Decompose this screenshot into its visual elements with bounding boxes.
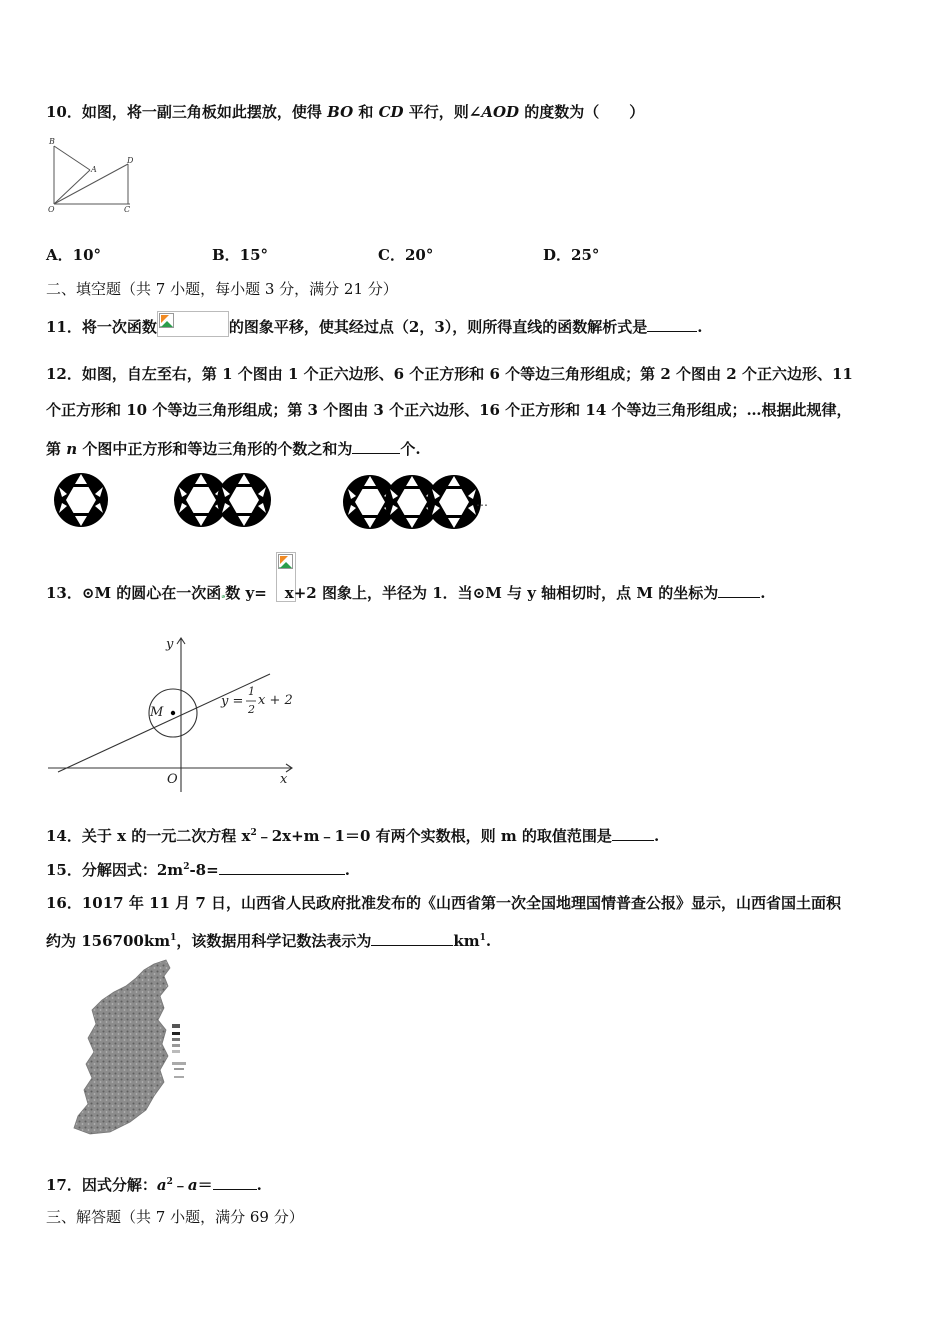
q10-aod: AOD xyxy=(481,103,520,121)
q17-sup: 2 xyxy=(166,1177,173,1187)
label-o: O xyxy=(48,205,55,214)
broken-image-icon xyxy=(157,311,229,337)
q17-period: . xyxy=(256,1176,262,1194)
q12-line-2: 个正方形和 10 个等边三角形组成；第 3 个图由 3 个正六边形、16 个正方形和 14 个等边三角形组成；…根据此规律， xyxy=(46,401,852,419)
pattern-1 xyxy=(54,473,108,527)
shanxi-map-image xyxy=(66,958,196,1140)
equation-denominator: 2 xyxy=(248,703,255,716)
pattern-3 xyxy=(343,475,481,529)
q14-period: . xyxy=(653,827,660,845)
q10-text: 平行，则∠ xyxy=(403,103,482,121)
point-m xyxy=(171,711,175,715)
q12-text: 个. xyxy=(400,440,421,458)
q12-text: 个图中正方形和等边三角形的个数之和为 xyxy=(77,440,353,458)
q11-text: 11．将一次函数 xyxy=(46,318,157,336)
label-y: y xyxy=(166,637,174,652)
q15-stem xyxy=(46,857,350,880)
q16-text: 约为 156700km xyxy=(46,932,171,950)
q14-text: 14．关于 x 的一元二次方程 x xyxy=(46,827,251,845)
q16-text: ，该数据用科学记数法表示为 xyxy=(176,932,372,950)
q10-triangle-figure xyxy=(44,134,144,214)
q13-answer-blank xyxy=(718,582,760,598)
q16-text: km xyxy=(453,932,480,950)
q12-n: n xyxy=(66,440,78,458)
q16-period: . xyxy=(485,932,492,950)
pattern-ellipsis: … xyxy=(476,495,488,509)
q14-text: ﹣2x+m﹣1＝0 有两个实数根，则 m 的取值范围是 xyxy=(256,827,612,845)
q14-sup: 2 xyxy=(250,828,257,838)
q17-text: ＝ xyxy=(197,1176,213,1194)
q10-text: 如图，将一副三角板如此摆放，使得 xyxy=(81,103,328,121)
q16-answer-blank xyxy=(371,930,453,946)
q16-line-1: 16．1017 年 11 月 7 日，山西省人民政府批准发布的《山西省第一次全国地理国情普查公报》显示，山西省国土面积 xyxy=(46,894,842,912)
q13-text: 数 y= xyxy=(225,584,267,602)
q12-line-1: 12．如图，自左至右，第 1 个图由 1 个正六边形、6 个正方形和 6 个等边三角形组成；第 2 个图由 2 个正六边形、11 xyxy=(46,365,853,383)
q10-text: 的度数为（ ） xyxy=(519,103,645,121)
label-c: C xyxy=(124,205,131,214)
q11-answer-blank xyxy=(647,316,697,332)
q10-cd: CD xyxy=(378,103,404,121)
q15-sup: 2 xyxy=(183,862,190,872)
label-b: B xyxy=(49,137,55,146)
q17-text: ﹣ xyxy=(172,1176,188,1194)
q10-option-b: B．15° xyxy=(212,246,269,264)
equation-rest: x + 2 xyxy=(258,693,293,708)
q15-period: . xyxy=(344,861,350,879)
section-2-heading: 二、填空题（共 7 小题，每小题 3 分，满分 21 分） xyxy=(46,280,398,298)
q14-answer-blank xyxy=(612,825,654,841)
q12-text: 第 xyxy=(46,440,67,458)
q16-line-2 xyxy=(46,928,491,951)
q13-period: . xyxy=(760,584,766,602)
q15-text: -8= xyxy=(189,861,219,879)
q10-stem xyxy=(46,102,644,122)
q13-text: x+2 图象上，半径为 1．当⊙M 与 y 轴相切时，点 M 的坐标为 xyxy=(284,584,719,602)
label-x: x xyxy=(280,772,288,787)
q16-sup: 1 xyxy=(479,933,486,943)
q11-period: . xyxy=(697,318,703,336)
q10-number: 10． xyxy=(46,103,82,121)
q13-text: 13．⊙M 的圆心在一次函 xyxy=(46,584,222,602)
q17-variable-a: a xyxy=(187,1176,198,1194)
q17-answer-blank xyxy=(213,1174,257,1190)
q14-stem xyxy=(46,823,659,846)
q12-line-3 xyxy=(46,438,421,459)
q17-stem xyxy=(46,1172,262,1195)
label-a: A xyxy=(91,165,97,174)
q15-answer-blank xyxy=(219,859,345,875)
q10-option-d: D．25° xyxy=(543,246,600,264)
q11-stem xyxy=(46,315,703,341)
q10-text: 和 xyxy=(353,103,379,121)
section-3-heading: 三、解答题（共 7 小题，满分 69 分） xyxy=(46,1208,304,1226)
q13-mark: ₔ xyxy=(221,591,226,601)
q13-graph xyxy=(44,632,304,794)
equation-numerator: 1 xyxy=(248,685,255,698)
q16-sup: 1 xyxy=(170,933,177,943)
q13-stem xyxy=(46,582,765,606)
q10-bo: BO xyxy=(327,103,354,121)
q15-text: 15．分解因式：2m xyxy=(46,861,184,879)
line-graph xyxy=(58,674,270,772)
q12-answer-blank xyxy=(352,438,400,454)
q17-variable-a: a xyxy=(156,1176,167,1194)
label-d: D xyxy=(127,156,134,165)
q17-text: 17．因式分解： xyxy=(46,1176,157,1194)
q12-pattern-figure xyxy=(48,468,498,536)
label-origin: O xyxy=(167,772,178,787)
equation-y: y = xyxy=(221,694,244,709)
q10-option-a: A．10° xyxy=(46,246,102,264)
q11-text: 的图象平移，使其经过点（2，3），则所得直线的函数解析式是 xyxy=(228,318,648,336)
q10-option-c: C．20° xyxy=(378,246,434,264)
pattern-2 xyxy=(174,473,271,527)
label-m: M xyxy=(150,705,164,720)
